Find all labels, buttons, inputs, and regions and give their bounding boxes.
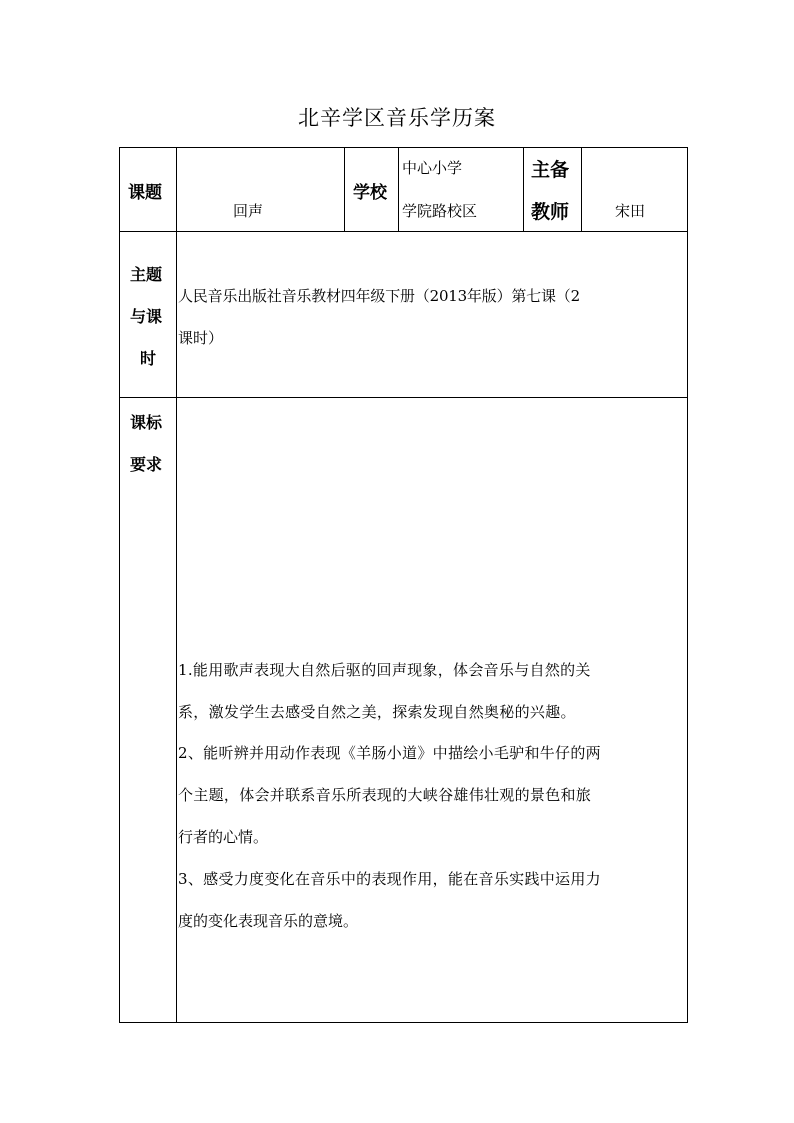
standards-label-line2: 要求 — [130, 455, 163, 474]
theme-label-line1: 主题 — [130, 265, 163, 284]
teacher-label-line2: 教师 — [531, 201, 570, 223]
table-rule-label-column — [176, 147, 177, 1023]
standards-line-1: 1.能用歌声表现大自然后驱的回声现象，体会音乐与自然的关 — [178, 661, 591, 679]
school-value-line2: 学院路校区 — [402, 202, 478, 220]
topic-value: 回声 — [233, 202, 264, 220]
table-rule-school-teacher — [523, 147, 524, 232]
standards-label-line1: 课标 — [130, 413, 163, 432]
theme-label-line2: 与课 — [130, 307, 163, 326]
table-rule-2 — [119, 397, 688, 398]
school-value-line1: 中心小学 — [402, 159, 463, 177]
theme-line1: 人民音乐出版社音乐教材四年级下册（2013年版）第七课（2 — [178, 287, 580, 305]
table-border-right — [687, 147, 688, 1023]
theme-line2: 课时） — [178, 329, 224, 347]
table-rule-teacher-value — [581, 147, 582, 232]
standards-line-2: 系，激发学生去感受自然之美，探索发现自然奥秘的兴趣。 — [178, 703, 576, 721]
table-border-bottom — [119, 1022, 688, 1023]
table-rule-topic-school — [344, 147, 345, 232]
table-border-top — [119, 147, 688, 148]
table-border-left — [119, 147, 120, 1023]
standards-line-3: 2、能听辨并用动作表现《羊肠小道》中描绘小毛驴和牛仔的两 — [178, 744, 601, 762]
table-rule-1 — [119, 231, 688, 232]
page-title: 北辛学区音乐学历案 — [298, 106, 496, 130]
standards-line-5: 行者的心情。 — [178, 828, 269, 846]
standards-line-6: 3、感受力度变化在音乐中的表现作用，能在音乐实践中运用力 — [178, 870, 601, 888]
theme-label-line3: 时 — [140, 349, 157, 368]
table-rule-school-value — [398, 147, 399, 232]
topic-label: 课题 — [128, 183, 162, 203]
school-label: 学校 — [353, 183, 387, 203]
teacher-label-line1: 主备 — [531, 159, 570, 181]
standards-line-7: 度的变化表现音乐的意境。 — [178, 912, 359, 930]
teacher-value: 宋田 — [615, 202, 646, 220]
standards-line-4: 个主题，体会并联系音乐所表现的大峡谷雄伟壮观的景色和旅 — [178, 786, 592, 804]
